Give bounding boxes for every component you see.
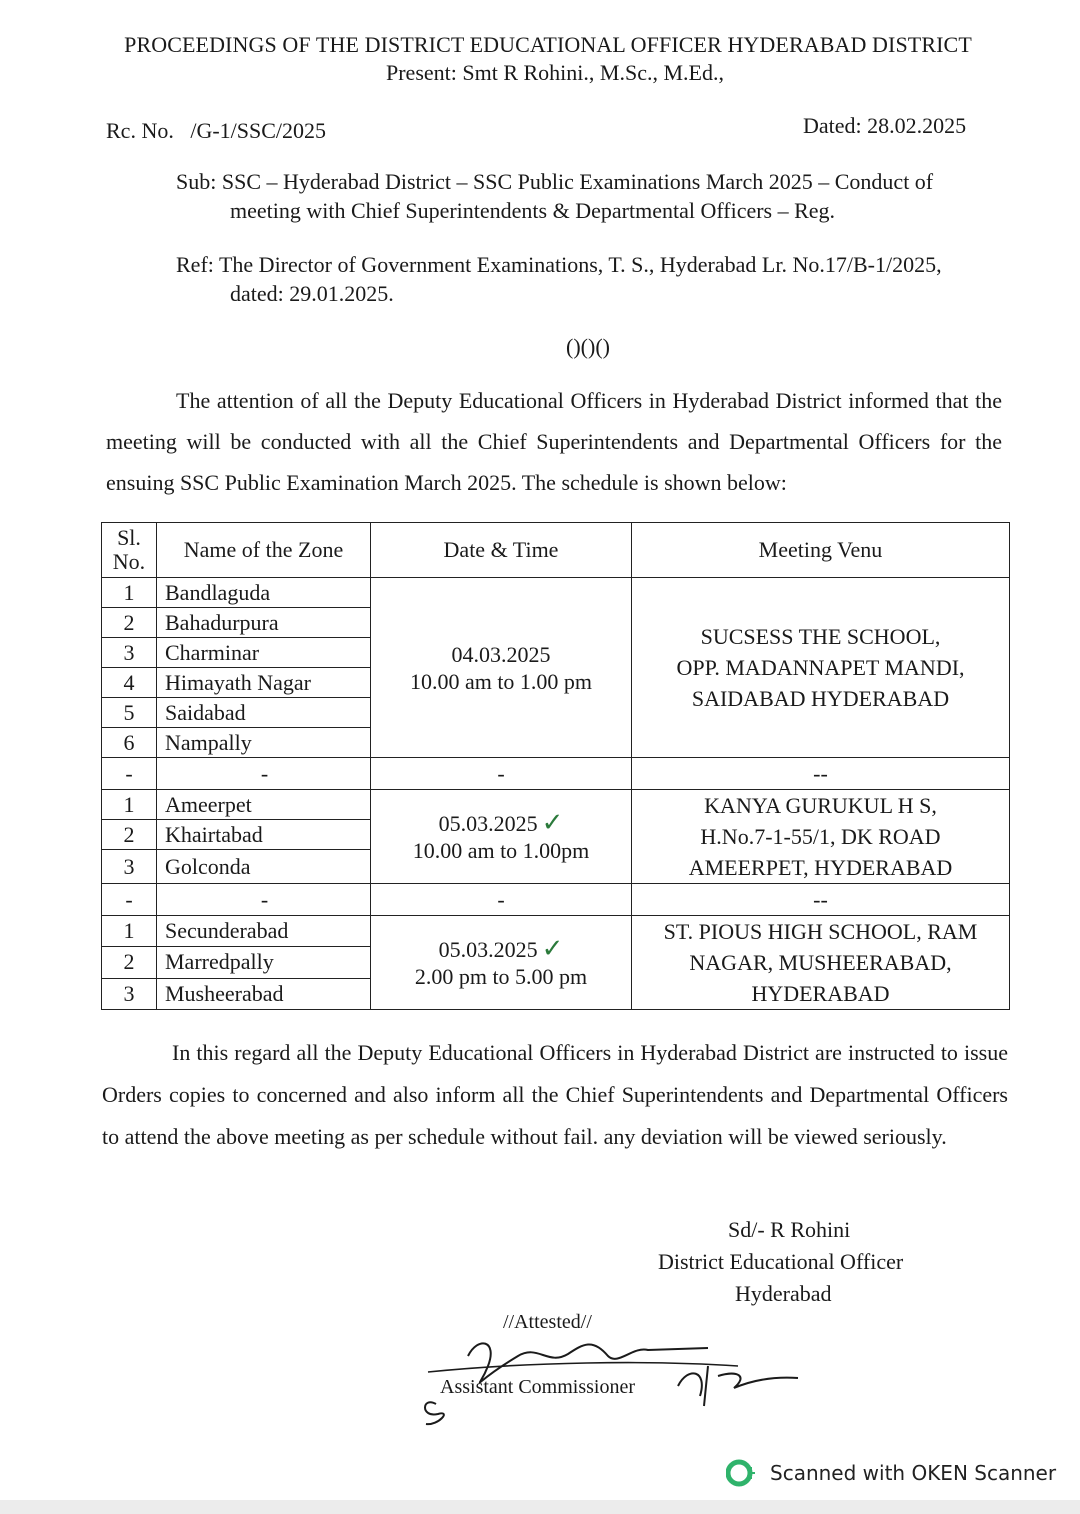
sl-cell: 2 bbox=[102, 947, 157, 978]
venue-cell: -- bbox=[632, 884, 1010, 916]
bottom-strip bbox=[0, 1500, 1080, 1514]
zone-cell: Secunderabad bbox=[157, 916, 371, 947]
header-sl-text: Sl. bbox=[117, 525, 141, 550]
signature-designation: District Educational Officer bbox=[658, 1249, 904, 1274]
venue-cell-group2 bbox=[632, 790, 1010, 884]
spacer-row bbox=[102, 884, 1010, 916]
table-row bbox=[102, 578, 1010, 608]
zone-cell: Ameerpet bbox=[157, 790, 371, 820]
sl-cell: 6 bbox=[102, 728, 157, 758]
header-no-text: No. bbox=[112, 549, 146, 574]
assistant-commissioner-label: Assistant Commissioner bbox=[440, 1376, 636, 1398]
table-row bbox=[102, 790, 1010, 820]
header-datetime: Date & Time bbox=[371, 523, 632, 578]
zone-cell: Musheerabad bbox=[157, 978, 371, 1009]
zone-cell: Nampally bbox=[157, 728, 371, 758]
venue-cell-group1 bbox=[632, 578, 1010, 758]
header-zone: Name of the Zone bbox=[157, 523, 371, 578]
attested-label: //Attested// bbox=[503, 1311, 592, 1333]
venue-line: SUCSESS THE SCHOOL, bbox=[700, 624, 941, 649]
sl-cell: 1 bbox=[102, 916, 157, 947]
header-sl-no bbox=[102, 523, 157, 578]
present-line: Present: Smt R Rohini., M.Sc., M.Ed., bbox=[386, 60, 724, 85]
venue-line: ST. PIOUS HIGH SCHOOL, RAM bbox=[663, 919, 978, 944]
zone-cell: Saidabad bbox=[157, 698, 371, 728]
venue-line: NAGAR, MUSHEERABAD, bbox=[689, 950, 952, 975]
venue-cell-group3 bbox=[632, 916, 1010, 1010]
sl-cell: - bbox=[102, 758, 157, 790]
zone-cell: - bbox=[157, 758, 371, 790]
zone-cell: Bahadurpura bbox=[157, 608, 371, 638]
date-value: 05.03.2025 bbox=[438, 936, 538, 962]
venue-line: H.No.7-1-55/1, DK ROAD bbox=[700, 824, 941, 849]
document-title: PROCEEDINGS OF THE DISTRICT EDUCATIONAL OFFICER HYDERABAD DISTRICT bbox=[124, 32, 972, 57]
venue-line: AMEERPET, HYDERABAD bbox=[688, 855, 953, 880]
handwritten-tick-icon: ✓ bbox=[541, 933, 564, 964]
venue-line: KANYA GURUKUL H S, bbox=[704, 793, 937, 818]
header-venue: Meeting Venu bbox=[632, 523, 1010, 578]
sl-cell: 3 bbox=[102, 638, 157, 668]
sl-cell: 1 bbox=[102, 578, 157, 608]
datetime-cell: - bbox=[371, 884, 632, 916]
venue-cell: -- bbox=[632, 758, 1010, 790]
zone-cell: Bandlaguda bbox=[157, 578, 371, 608]
signature-name: Sd/- R Rohini bbox=[728, 1217, 851, 1242]
time-text: 10.00 am to 1.00 pm bbox=[409, 668, 593, 694]
oken-scanner-logo-icon bbox=[726, 1458, 756, 1488]
zone-cell: Marredpally bbox=[157, 947, 371, 978]
date-value: 05.03.2025 bbox=[438, 810, 538, 836]
signature-location: Hyderabad bbox=[735, 1281, 832, 1306]
subject-line-1: Sub: SSC – Hyderabad District – SSC Public Examinations March 2025 – Conduct of bbox=[176, 169, 934, 194]
datetime-cell-group1 bbox=[371, 578, 632, 758]
rc-number: Rc. No. /G-1/SSC/2025 bbox=[106, 118, 327, 143]
date-text: 04.03.2025 bbox=[451, 641, 551, 667]
sl-cell: - bbox=[102, 884, 157, 916]
time-text: 2.00 pm to 5.00 pm bbox=[414, 963, 588, 989]
dated: Dated: 28.02.2025 bbox=[803, 113, 967, 138]
spacer-row bbox=[102, 758, 1010, 790]
sl-cell: 5 bbox=[102, 698, 157, 728]
datetime-cell-group2 bbox=[371, 790, 632, 884]
sl-cell: 3 bbox=[102, 850, 157, 884]
datetime-cell-group3 bbox=[371, 916, 632, 1010]
zone-cell: Khairtabad bbox=[157, 820, 371, 850]
table-row bbox=[102, 916, 1010, 947]
scanner-watermark bbox=[726, 1458, 1056, 1488]
venue-line: HYDERABAD bbox=[751, 981, 890, 1006]
date-text bbox=[377, 933, 625, 964]
intro-paragraph: The attention of all the Deputy Educational Officers in Hyderabad District informed that the meeting will be conducted with all the Chief Superintendents and Departmental Officers for the ensuing SSC Public Examination March 2025. The schedule is shown below: bbox=[106, 388, 1002, 495]
zone-cell: Charminar bbox=[157, 638, 371, 668]
closing-paragraph: In this regard all the Deputy Educational Officers in Hyderabad District are instructed to issue Orders copies to concerned and also inform all the Chief Superintendents and Departmental Officers to attend the above meeting as per schedule without fail. any deviation will be viewed seriously. bbox=[102, 1040, 1008, 1149]
datetime-cell: - bbox=[371, 758, 632, 790]
zone-cell: - bbox=[157, 884, 371, 916]
venue-line: OPP. MADANNAPET MANDI, bbox=[676, 655, 965, 680]
sl-cell: 1 bbox=[102, 790, 157, 820]
reference-line-2: dated: 29.01.2025. bbox=[230, 281, 394, 306]
sl-cell: 4 bbox=[102, 668, 157, 698]
handwritten-tick-icon: ✓ bbox=[541, 807, 564, 838]
scanner-text: Scanned with OKEN Scanner bbox=[770, 1461, 1057, 1485]
zone-cell: Himayath Nagar bbox=[157, 668, 371, 698]
venue-line: SAIDABAD HYDERABAD bbox=[691, 686, 950, 711]
sl-cell: 3 bbox=[102, 978, 157, 1009]
reference-line-1: Ref: The Director of Government Examinations, T. S., Hyderabad Lr. No.17/B-1/2025, bbox=[176, 252, 942, 277]
subject-line-2: meeting with Chief Superintendents & Departmental Officers – Reg. bbox=[230, 198, 836, 223]
sl-cell: 2 bbox=[102, 608, 157, 638]
schedule-table bbox=[101, 522, 1010, 1010]
time-text: 10.00 am to 1.00pm bbox=[412, 837, 590, 863]
zone-cell: Golconda bbox=[157, 850, 371, 884]
table-header-row bbox=[102, 523, 1010, 578]
sl-cell: 2 bbox=[102, 820, 157, 850]
date-text bbox=[377, 807, 625, 838]
separator: ()()() bbox=[566, 334, 610, 359]
